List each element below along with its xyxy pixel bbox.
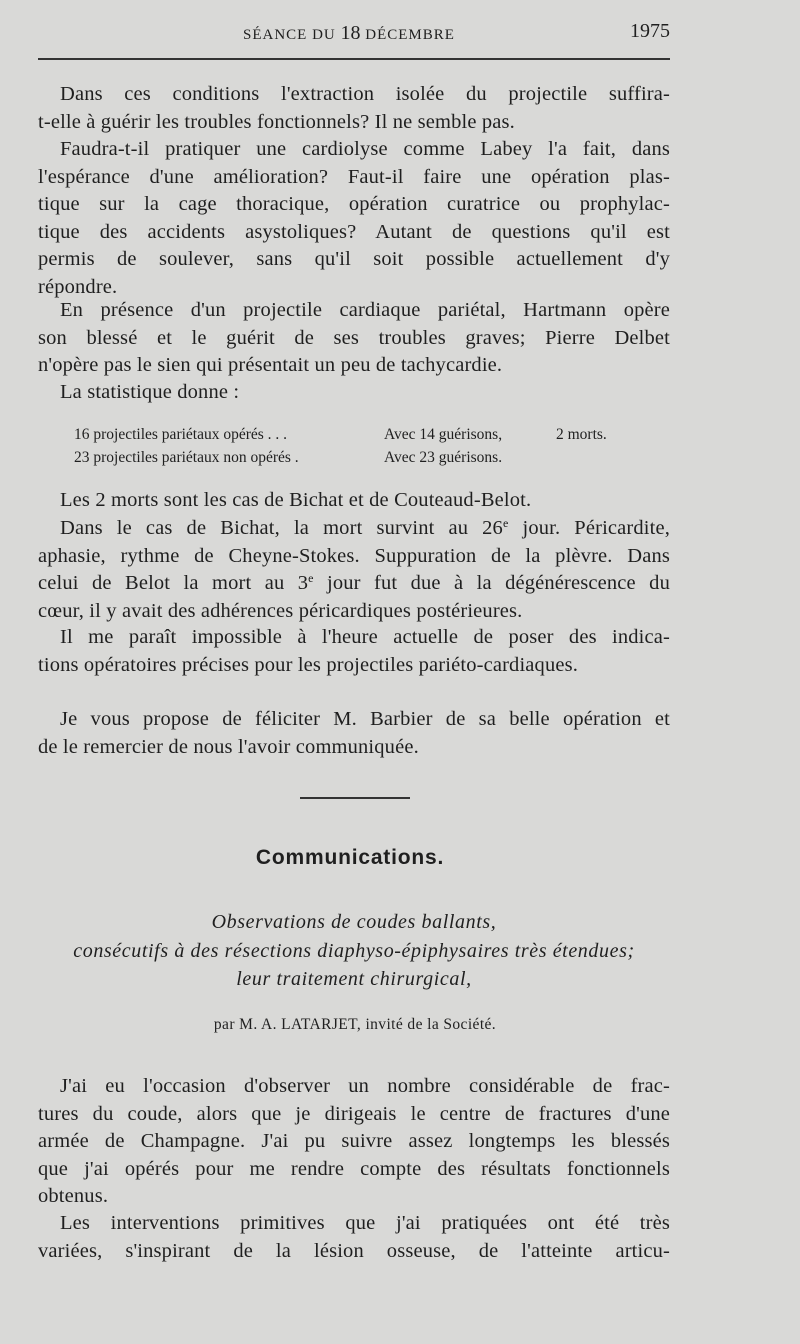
text-line: tures du coude, alors que je dirigeais le centre de fractures d'une [38,1102,670,1125]
text-line: Les interventions primitives que j'ai pratiquées ont été très [60,1212,670,1234]
section-title: Communications. [255,846,445,869]
text-line: J'ai eu l'occasion d'observer un nombre considérable de frac- [60,1075,670,1097]
text-line [38,570,670,598]
paragraph-4 [38,379,670,407]
header-title-prefix: SÉANCE DU [243,27,341,43]
header-rule [38,58,670,60]
text-line: répondre. [38,275,118,298]
text-line: variées, s'inspirant de la lésion osseuse, de l'atteinte articu- [38,1239,670,1262]
text-line: son blessé et le guérit de ses troubles graves; Pierre Delbet [38,326,670,349]
article-byline: par M. A. LATARJET, invité de la Société. [213,1016,497,1033]
paragraph-5 [38,487,670,515]
superscript: e [308,571,314,585]
section-divider [300,797,410,799]
text-line: La statistique donne : [60,381,240,403]
statistics-row [74,423,674,446]
text-line: l'espérance d'une amélioration? Faut-il faire une opération plas- [38,165,670,188]
text-line: t-elle à guérir les troubles fonctionnels? Il ne semble pas. [38,110,515,133]
text-line: Les 2 morts sont les cas de Bichat et de Couteaud-Belot. [60,489,532,511]
text-line [38,515,670,543]
text-line: aphasie, rythme de Cheyne-Stokes. Suppuration de la plèvre. Dans [38,544,670,567]
stat-label: 16 projectiles pariétaux opérés . . . [74,426,288,443]
stat-deaths: 2 morts. [556,426,607,443]
text-line: que j'ai opérés pour me rendre compte des résultats fonctionnels [38,1157,670,1180]
article-title-line: consécutifs à des résections diaphyso-épiphysaires très étendues; [73,939,635,962]
paragraph-1 [38,81,670,136]
stat-label: 23 projectiles pariétaux non opérés . [74,449,299,466]
paragraph-6 [38,515,670,625]
superscript: e [502,516,509,530]
text-run: celui de Belot la mort au 3 [38,572,309,594]
text-line: tions opératoires précises pour les projectiles pariéto-cardiaques. [38,653,579,676]
text-run: Dans le cas de Bichat, la mort survint au 26 [60,517,503,539]
paragraph-9 [38,1073,670,1211]
text-line: tique sur la cage thoracique, opération curatrice ou prophylac- [38,193,670,215]
header-title [243,22,455,45]
paragraph-2 [38,136,670,301]
paragraph-7 [38,624,670,679]
page-number: 1975 [630,20,670,42]
text-line: Faudra-t-il pratiquer une cardiolyse comme Labey l'a fait, dans [60,138,670,160]
statistics-table [74,423,674,469]
running-header [38,18,670,46]
text-line: permis de soulever, sans qu'il soit possible actuellement d'y [38,248,670,270]
text-line: tique des accidents asystoliques? Autant de questions qu'il est [38,220,670,243]
text-line: de le remercier de nous l'avoir communiquée. [38,735,419,758]
text-run: jour fut due à la dégénérescence du [313,572,670,594]
stat-result: Avec 14 guérisons, [384,426,503,443]
article-title [28,908,680,994]
article-title-line: Observations de coudes ballants, [211,911,497,933]
text-line: cœur, il y avait des adhérences péricardiques postérieures. [38,599,523,622]
paragraph-3 [38,297,670,380]
header-title-suffix: DÉCEMBRE [360,27,455,43]
text-line: Je vous propose de féliciter M. Barbier de sa belle opération et [60,708,670,730]
paragraph-10 [38,1210,670,1265]
text-line: obtenus. [38,1185,109,1207]
text-run: jour. Péricardite, [508,517,670,539]
text-line: Il me paraît impossible à l'heure actuelle de poser des indica- [60,626,670,648]
text-line: armée de Champagne. J'ai pu suivre assez longtemps les blessés [38,1130,670,1152]
stat-result: Avec 23 guérisons. [384,449,503,466]
text-line: Dans ces conditions l'extraction isolée du projectile suffira- [60,83,670,105]
text-line: n'opère pas le sien qui présentait un peu de tachycardie. [38,354,503,376]
statistics-row [74,446,674,469]
article-title-line: leur traitement chirurgical, [236,968,472,990]
paragraph-8 [38,706,670,761]
text-line: En présence d'un projectile cardiaque pariétal, Hartmann opère [60,299,670,321]
header-title-day: 18 [340,22,361,44]
